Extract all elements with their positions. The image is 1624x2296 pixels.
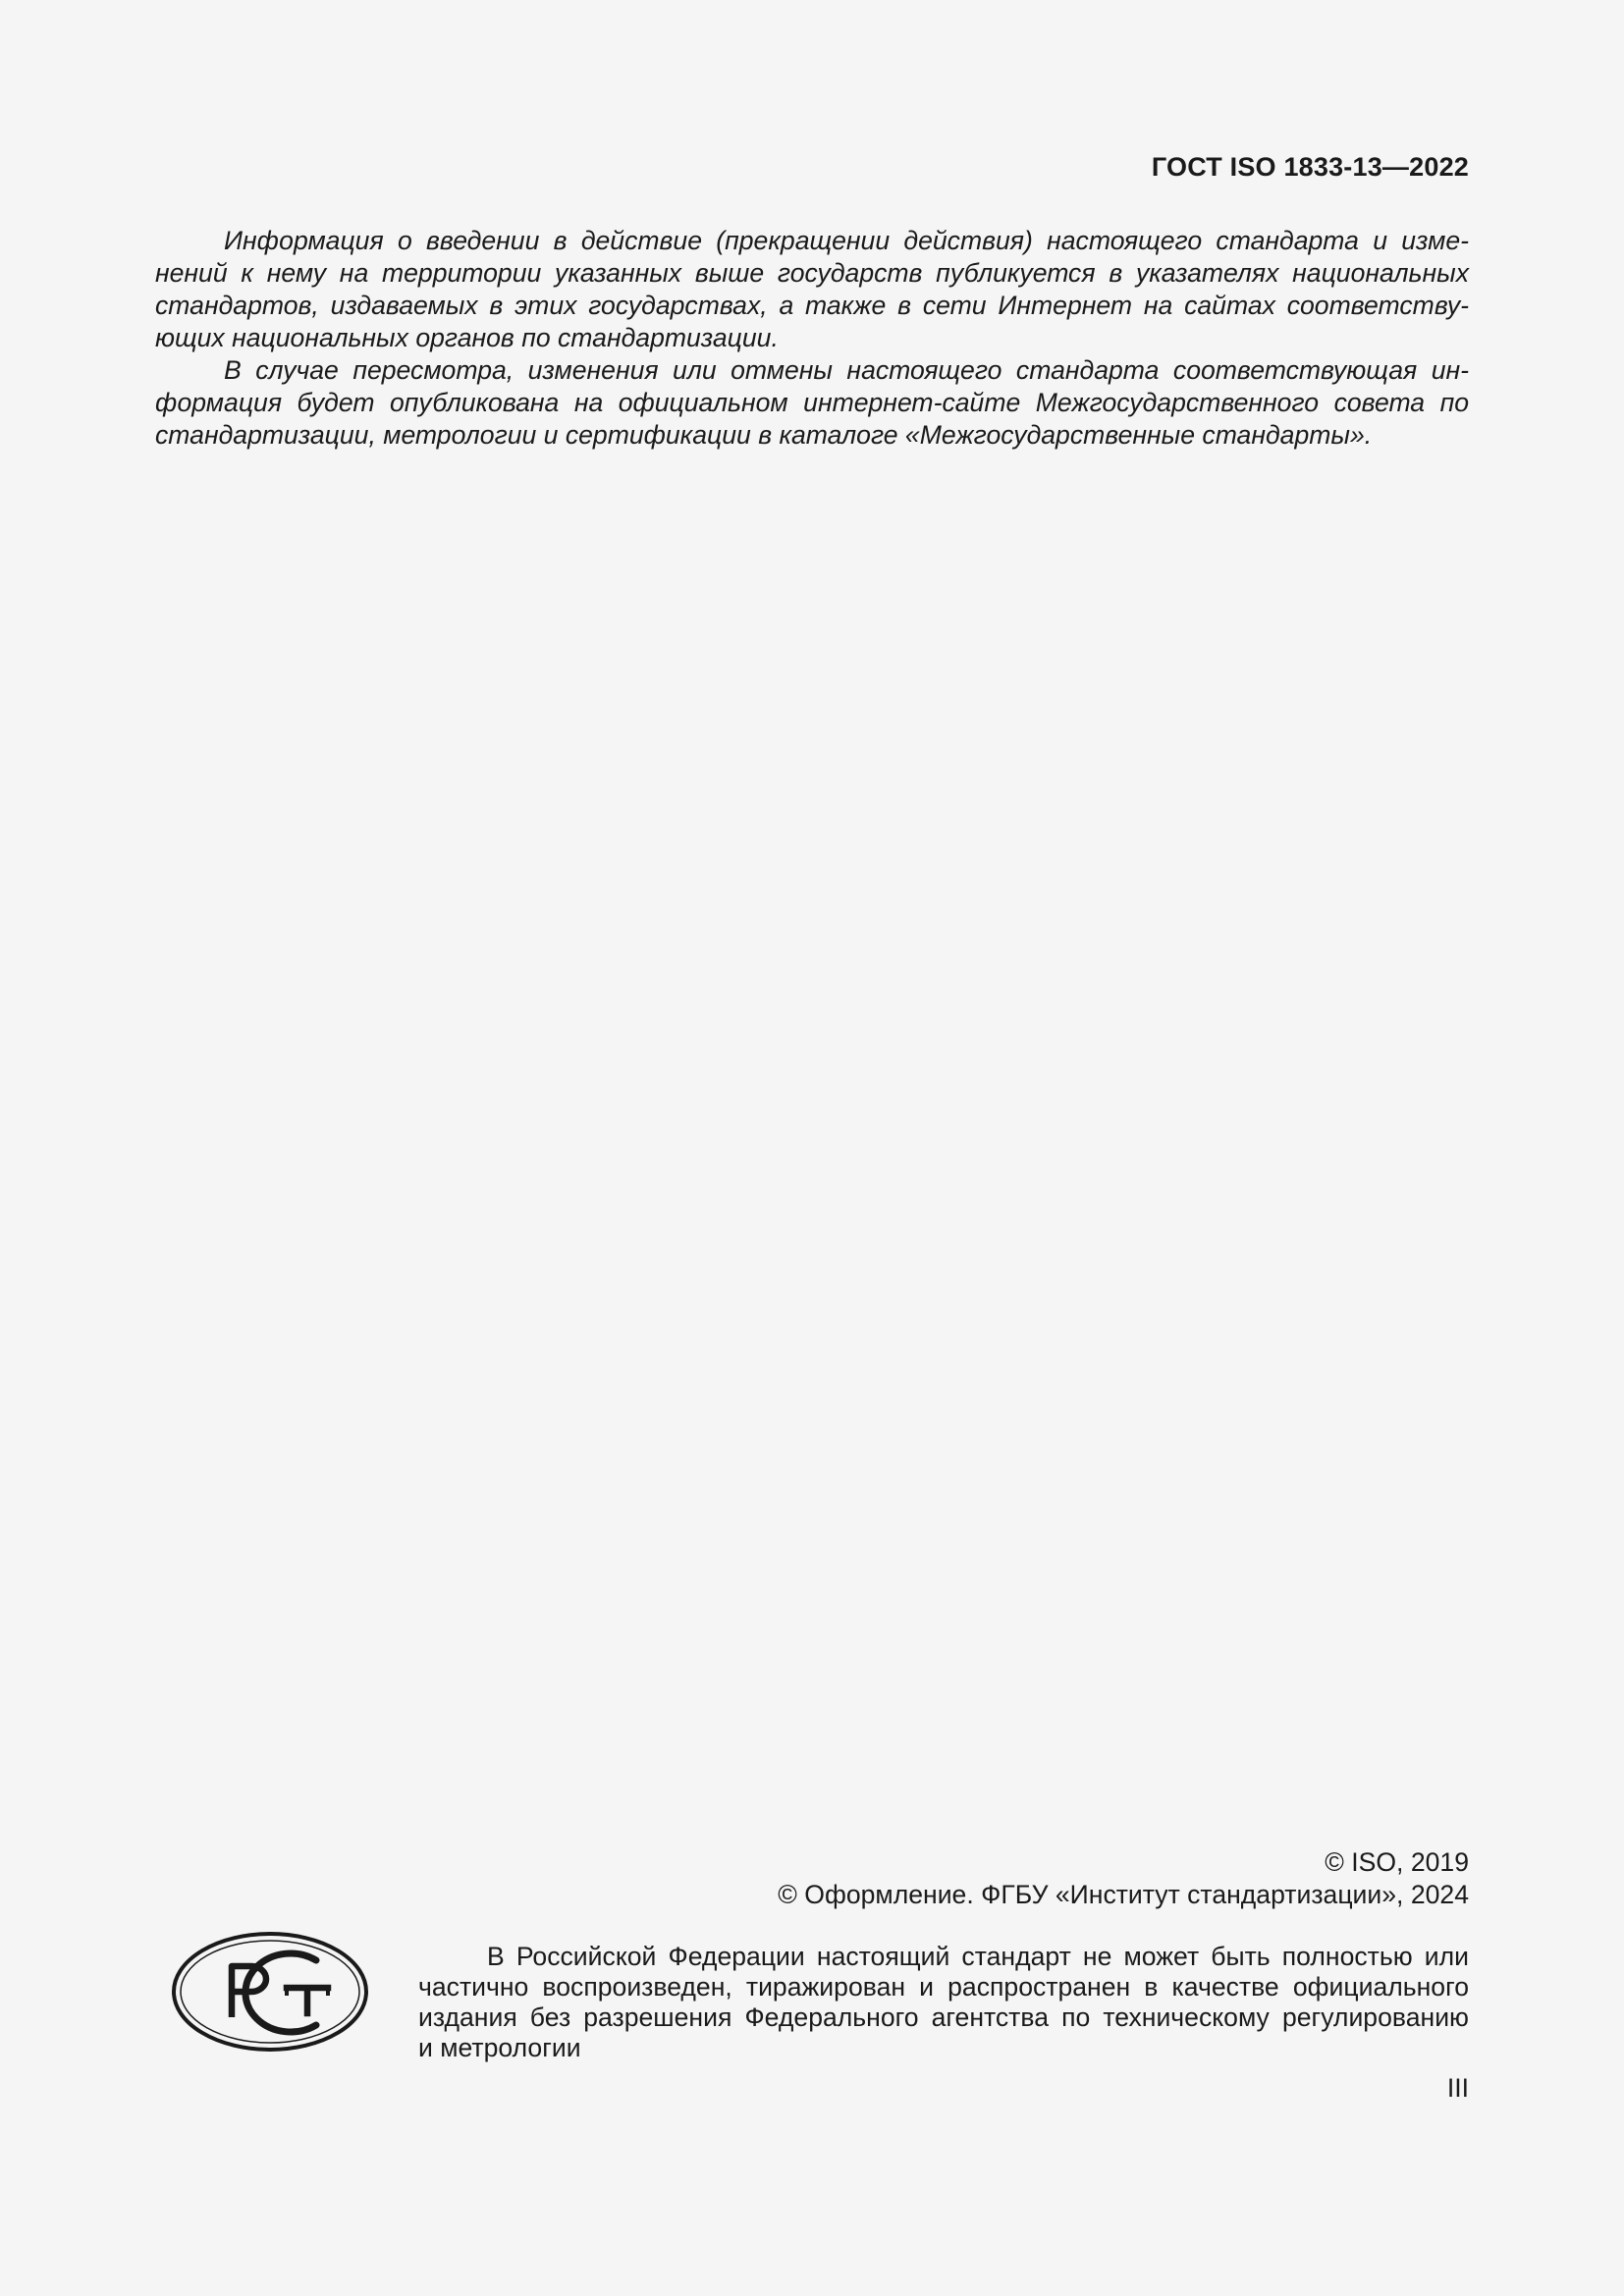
text-line: ющих национальных органов по стандартизации.: [155, 323, 779, 352]
introduction-text: [155, 225, 1469, 452]
reproduction-notice: [418, 1942, 1469, 2063]
text-line: стандартизации, метрологии и сертификации в каталоге «Межгосударственные стандарты».: [155, 420, 1373, 450]
copyright-block: [778, 1846, 1469, 1911]
iso-copyright: © ISO, 2019: [1325, 1847, 1469, 1877]
text-line: частично воспроизведен, тиражирован и распространен в качестве официального: [418, 1972, 1469, 2002]
intro-paragraph-1: [155, 225, 1469, 354]
standard-code-header: ГОСТ ISO 1833-13—2022: [1151, 152, 1469, 182]
rst-certification-mark-icon: [171, 1931, 369, 2053]
text-line: издания без разрешения Федерального агентства по техническому регулированию: [418, 2002, 1469, 2032]
text-line: формация будет опубликована на официальном интернет-сайте Межгосударственного совета по: [155, 388, 1469, 417]
design-copyright: © Оформление. ФГБУ «Институт стандартизации», 2024: [778, 1880, 1469, 1909]
intro-paragraph-2: [155, 354, 1469, 452]
text-line: и метрологии: [418, 2033, 581, 2062]
text-line: нений к нему на территории указанных выше государств публикуется в указателях национальных: [155, 258, 1469, 288]
text-line: стандартов, издаваемых в этих государствах, а также в сети Интернет на сайтах соответству-: [155, 291, 1469, 320]
text-line: В Российской Федерации настоящий стандарт не может быть полностью или: [487, 1942, 1469, 1971]
text-line: Информация о введении в действие (прекращении действия) настоящего стандарта и изме-: [224, 226, 1469, 255]
text-line: В случае пересмотра, изменения или отмены настоящего стандарта соответствующая ин-: [224, 355, 1469, 385]
page-number: III: [1446, 2073, 1469, 2103]
